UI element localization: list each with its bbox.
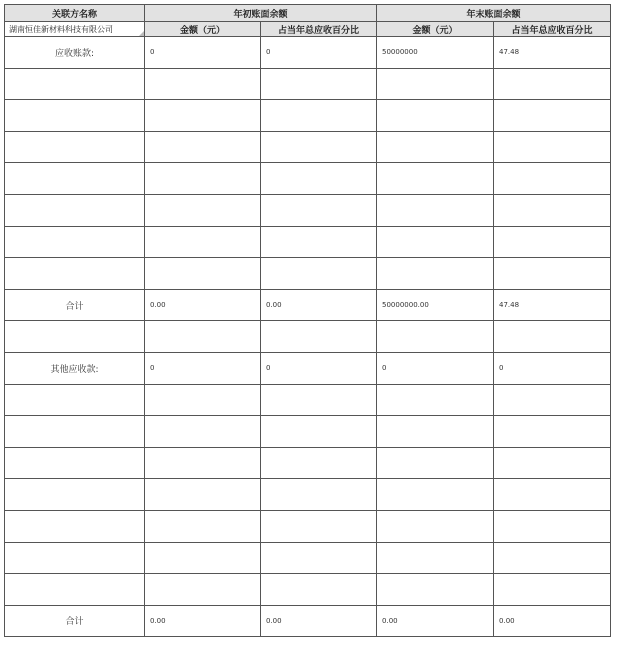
value-cell[interactable]: 47.48 (494, 289, 611, 321)
value-cell[interactable] (494, 194, 611, 226)
value-cell[interactable] (494, 574, 611, 606)
table-row (5, 194, 611, 226)
value-cell[interactable]: 0 (261, 352, 377, 384)
value-cell[interactable] (494, 226, 611, 258)
value-cell[interactable]: 0 (145, 37, 261, 69)
table-row (5, 289, 611, 321)
value-cell[interactable] (377, 479, 494, 511)
table-row (5, 384, 611, 416)
value-cell[interactable] (145, 542, 261, 574)
related-party-header: 关联方名称 (5, 5, 145, 22)
row-label-cell[interactable]: 合计 (5, 289, 145, 321)
value-cell[interactable] (494, 447, 611, 479)
dropdown-corner-icon (139, 31, 144, 36)
row-label-cell[interactable] (5, 100, 145, 132)
company-name-cell[interactable] (5, 22, 145, 37)
value-cell[interactable] (145, 100, 261, 132)
value-cell[interactable] (377, 226, 494, 258)
value-cell[interactable]: 0.00 (261, 605, 377, 637)
value-cell[interactable]: 0.00 (145, 289, 261, 321)
value-cell[interactable] (377, 542, 494, 574)
value-cell[interactable] (494, 479, 611, 511)
value-cell[interactable] (261, 416, 377, 448)
table-row (5, 542, 611, 574)
value-cell[interactable] (494, 163, 611, 195)
row-label-cell[interactable] (5, 163, 145, 195)
opening-balance-header: 年初账面余额 (145, 5, 377, 22)
value-cell[interactable] (145, 68, 261, 100)
value-cell[interactable] (261, 384, 377, 416)
value-cell[interactable]: 0.00 (494, 605, 611, 637)
value-cell[interactable] (145, 321, 261, 353)
table-row (5, 226, 611, 258)
value-cell[interactable] (261, 131, 377, 163)
table-row (5, 416, 611, 448)
value-cell[interactable] (145, 163, 261, 195)
value-cell[interactable]: 0.00 (145, 605, 261, 637)
value-cell[interactable] (377, 163, 494, 195)
row-label-cell[interactable] (5, 321, 145, 353)
table-row (5, 510, 611, 542)
header-row-1 (5, 5, 611, 22)
value-cell[interactable] (145, 194, 261, 226)
value-cell[interactable] (494, 510, 611, 542)
value-cell[interactable] (261, 68, 377, 100)
value-cell[interactable] (377, 321, 494, 353)
value-cell[interactable] (494, 384, 611, 416)
value-cell[interactable]: 0 (494, 352, 611, 384)
value-cell[interactable] (145, 510, 261, 542)
value-cell[interactable] (145, 479, 261, 511)
value-cell[interactable]: 0.00 (377, 605, 494, 637)
value-cell[interactable] (145, 416, 261, 448)
table-row (5, 352, 611, 384)
value-cell[interactable]: 47.48 (494, 37, 611, 69)
value-cell[interactable] (377, 68, 494, 100)
value-cell[interactable] (494, 416, 611, 448)
opening-pct-header: 占当年总应收百分比 (261, 22, 377, 37)
value-cell[interactable] (377, 258, 494, 290)
row-label-cell[interactable] (5, 131, 145, 163)
related-party-receivables-table (4, 4, 611, 637)
value-cell[interactable] (261, 574, 377, 606)
row-label-cell[interactable] (5, 542, 145, 574)
value-cell[interactable] (145, 131, 261, 163)
table-row (5, 447, 611, 479)
value-cell[interactable] (145, 226, 261, 258)
value-cell[interactable] (494, 131, 611, 163)
value-cell[interactable]: 0 (261, 37, 377, 69)
value-cell[interactable] (377, 416, 494, 448)
row-label-cell[interactable] (5, 226, 145, 258)
value-cell[interactable] (261, 321, 377, 353)
value-cell[interactable] (261, 163, 377, 195)
row-label-cell[interactable]: 应收账款: (5, 37, 145, 69)
value-cell[interactable] (261, 100, 377, 132)
value-cell[interactable] (377, 100, 494, 132)
value-cell[interactable] (261, 226, 377, 258)
row-label-cell[interactable] (5, 416, 145, 448)
table-row (5, 163, 611, 195)
value-cell[interactable] (145, 384, 261, 416)
value-cell[interactable] (494, 100, 611, 132)
value-cell[interactable] (261, 194, 377, 226)
value-cell[interactable] (494, 542, 611, 574)
value-cell[interactable]: 0.00 (261, 289, 377, 321)
value-cell[interactable] (377, 574, 494, 606)
value-cell[interactable] (261, 479, 377, 511)
value-cell[interactable]: 0 (377, 352, 494, 384)
value-cell[interactable] (145, 447, 261, 479)
value-cell[interactable]: 50000000 (377, 37, 494, 69)
row-label-cell[interactable]: 其他应收款: (5, 352, 145, 384)
value-cell[interactable] (377, 194, 494, 226)
table-row (5, 131, 611, 163)
value-cell[interactable]: 0 (145, 352, 261, 384)
closing-amount-header: 金额（元） (377, 22, 494, 37)
row-label-cell[interactable] (5, 68, 145, 100)
row-label-cell[interactable] (5, 479, 145, 511)
table-row (5, 574, 611, 606)
table-row (5, 479, 611, 511)
table-row (5, 258, 611, 290)
value-cell[interactable] (377, 131, 494, 163)
value-cell[interactable] (377, 510, 494, 542)
value-cell[interactable] (261, 510, 377, 542)
row-label-cell[interactable] (5, 510, 145, 542)
row-label-cell[interactable] (5, 258, 145, 290)
table-row (5, 68, 611, 100)
opening-amount-header: 金额（元） (145, 22, 261, 37)
value-cell[interactable]: 50000000.00 (377, 289, 494, 321)
value-cell[interactable] (145, 574, 261, 606)
value-cell[interactable] (494, 321, 611, 353)
header-row-2 (5, 22, 611, 37)
value-cell[interactable] (261, 258, 377, 290)
row-label-cell[interactable] (5, 384, 145, 416)
closing-pct-header: 占当年总应收百分比 (494, 22, 611, 37)
value-cell[interactable] (494, 68, 611, 100)
table-row (5, 321, 611, 353)
row-label-cell[interactable]: 合计 (5, 605, 145, 637)
value-cell[interactable] (377, 384, 494, 416)
value-cell[interactable] (377, 447, 494, 479)
company-name: 湖南恒佳新材料科技有限公司 (9, 24, 113, 34)
closing-balance-header: 年末账面余额 (377, 5, 611, 22)
value-cell[interactable] (145, 258, 261, 290)
table-row (5, 37, 611, 69)
row-label-cell[interactable] (5, 574, 145, 606)
table-row (5, 605, 611, 637)
row-label-cell[interactable] (5, 447, 145, 479)
value-cell[interactable] (494, 258, 611, 290)
value-cell[interactable] (261, 542, 377, 574)
row-label-cell[interactable] (5, 194, 145, 226)
value-cell[interactable] (261, 447, 377, 479)
table-row (5, 100, 611, 132)
